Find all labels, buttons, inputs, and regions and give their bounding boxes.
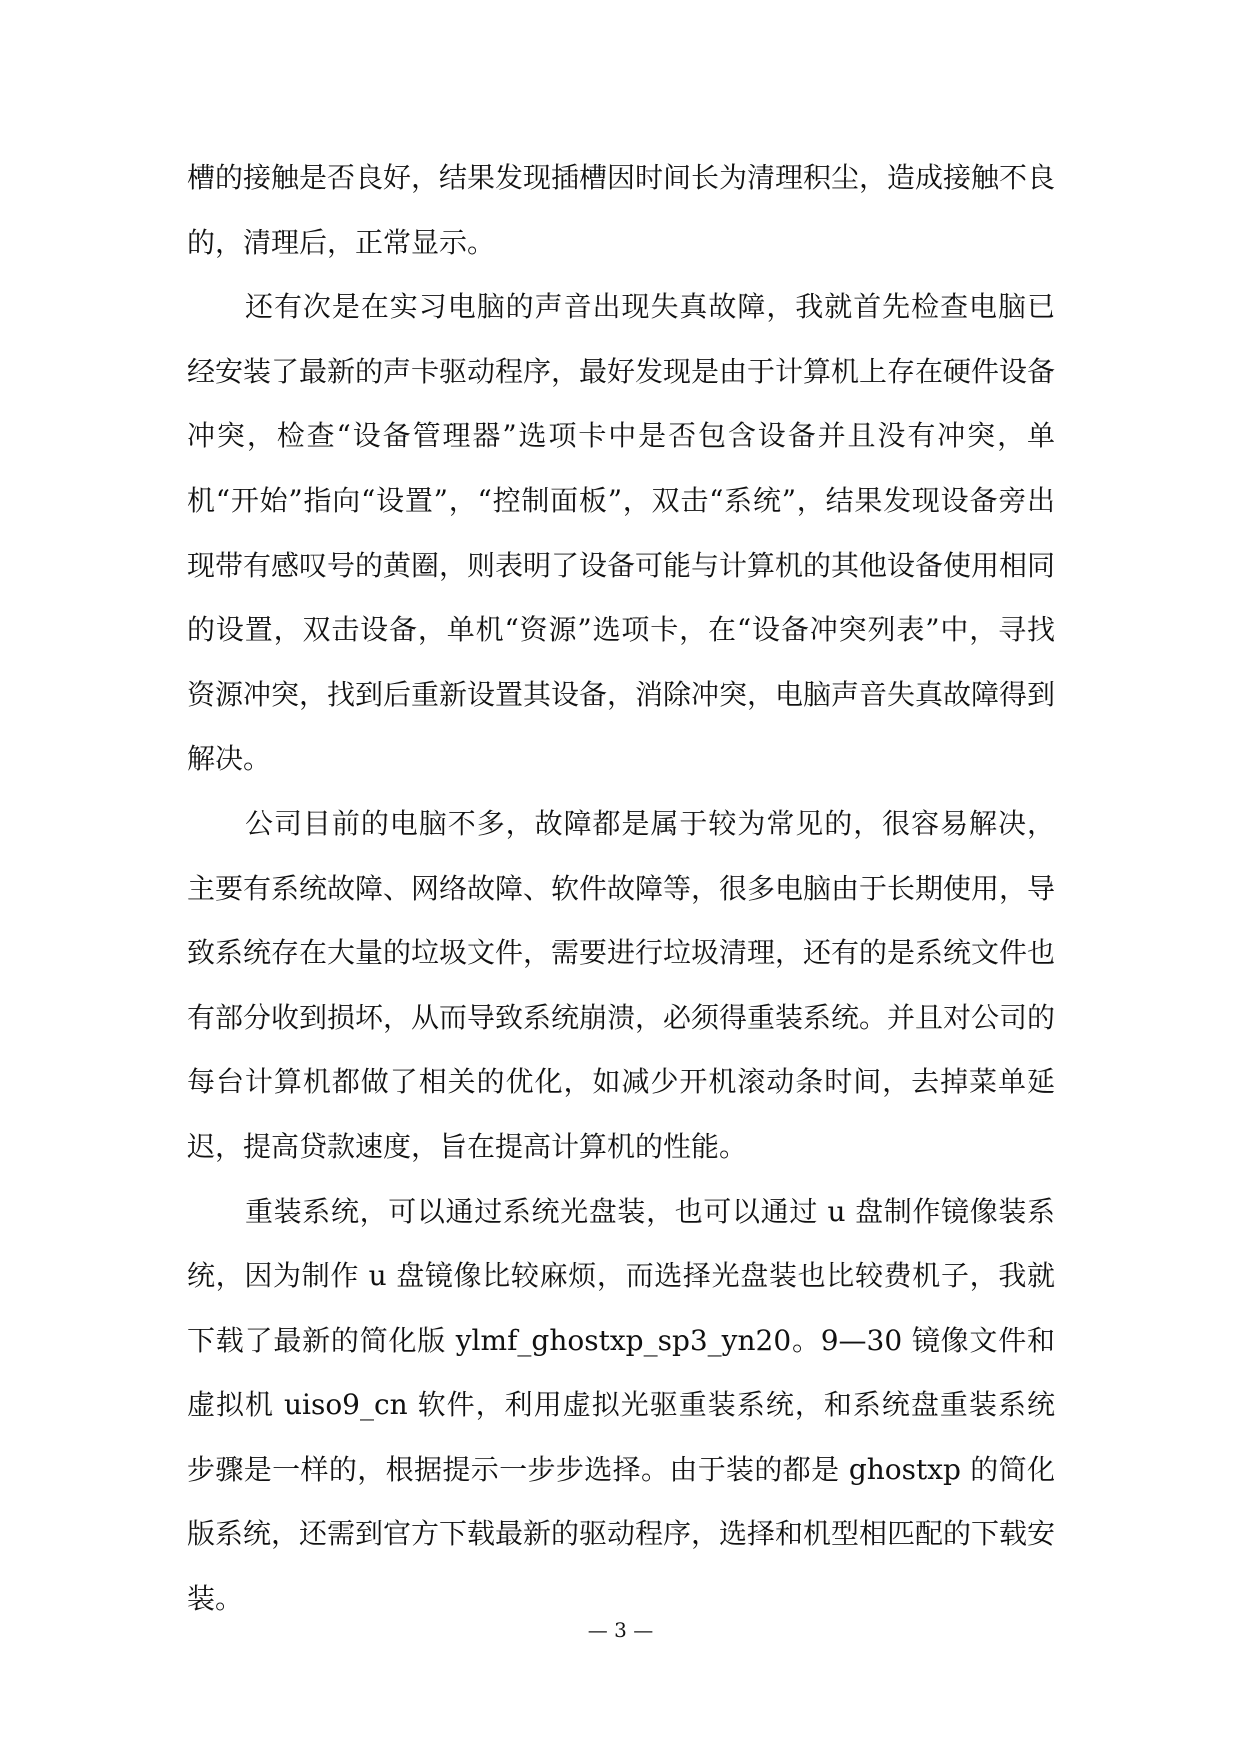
paragraph-continued: 槽的接触是否良好，结果发现插槽因时间长为清理积尘，造成接触不良的，清理后，正常显示。 bbox=[187, 161, 1056, 259]
paragraph: 公司目前的电脑不多，故障都是属于较为常见的，很容易解决，主要有系统故障、网络故障、软件故障等，很多电脑由于长期使用，导致系统存在大量的垃圾文件，需要进行垃圾清理，还有的是系统文件也有部分收到损坏，从而导致系统崩溃，必须得重装系统。并且对公司的每台计算机都做了相关的优化，如减少开机滚动条时间，去掉菜单延迟，提高贷款速度，旨在提高计算机的性能。 bbox=[187, 806, 1056, 1163]
paragraph: 重装系统，可以通过系统光盘装，也可以通过 u 盘制作镜像装系统，因为制作 u 盘镜像比较麻烦，而选择光盘装也比较费机子，我就下载了最新的简化版 ylmf_ghostxp_sp3_yn20。9—30 镜像文件和虚拟机 uiso9_cn 软件，利用虚拟光驱重装系统，和系统盘重装系统步骤是一样的，根据提示一步步选择。由于装的都是 ghostxp 的简化版系统，还需到官方下载最新的驱动程序，选择和机型相匹配的下载安装。 bbox=[187, 1194, 1056, 1616]
paragraph: 还有次是在实习电脑的声音出现失真故障，我就首先检查电脑已经安装了最新的声卡驱动程序，最好发现是由于计算机上存在硬件设备冲突，检查“设备管理器”选项卡中是否包含设备并且没有冲突，单机“开始”指向“设置”，“控制面板”，双击“系统”，结果发现设备旁出现带有感叹号的黄圈，则表明了设备可能与计算机的其他设备使用相同的设置，双击设备，单机“资源”选项卡，在“设备冲突列表”中，寻找资源冲突，找到后重新设置其设备，消除冲突，电脑声音失真故障得到解决。 bbox=[187, 290, 1056, 776]
document-body bbox=[187, 146, 1055, 1632]
page-number: — 3 — bbox=[587, 1618, 654, 1642]
